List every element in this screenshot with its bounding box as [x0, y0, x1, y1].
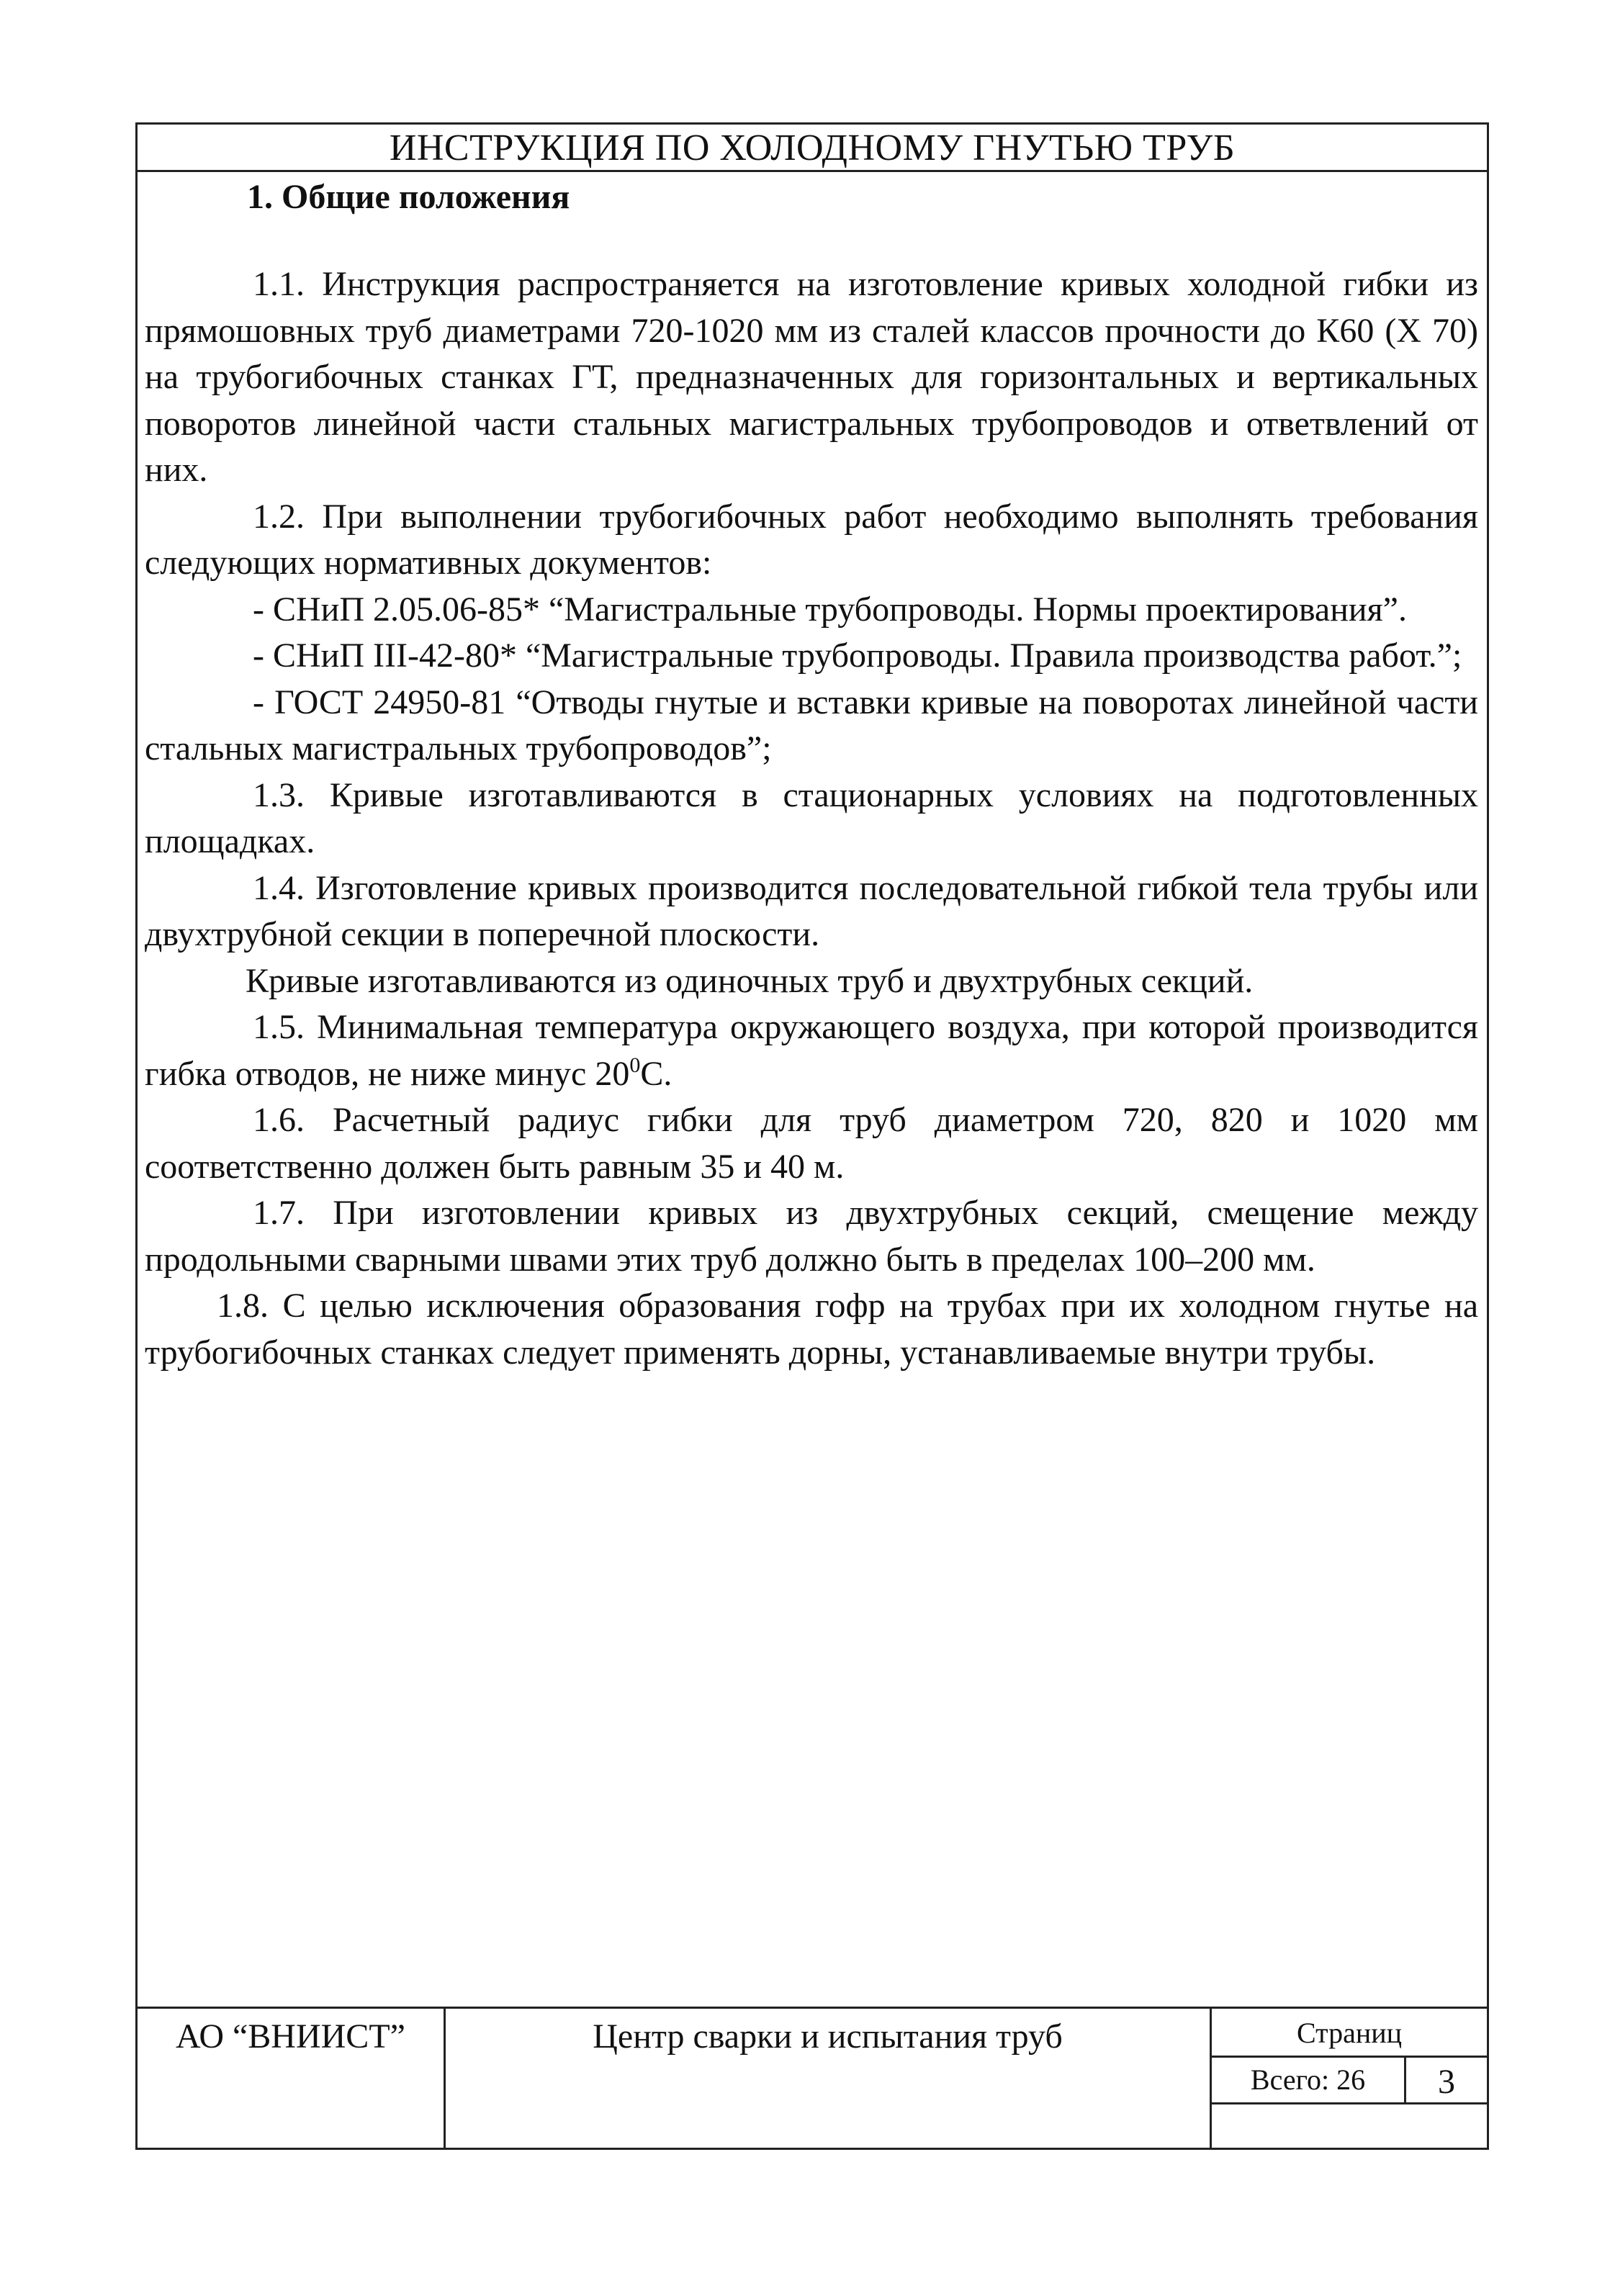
- current-page-number: 3: [1406, 2058, 1487, 2104]
- norm-item-snip-2-05-06: - СНиП 2.05.06-85* “Магистральные трубопроводы. Нормы проектирования”.: [253, 590, 1407, 629]
- paragraph-1-6: 1.6. Расчетный радиус гибки для труб диаметром 720, 820 и 1020 мм соответственно должен быть равным 35 и 40 м.: [145, 1101, 1478, 1186]
- paragraph-1-4-note: Кривые изготавливаются из одиночных труб и двухтрубных секций.: [246, 961, 1254, 1000]
- degree-superscript: 0: [629, 1053, 641, 1077]
- document-title: ИНСТРУКЦИЯ ПО ХОЛОДНОМУ ГНУТЬЮ ТРУБ: [138, 125, 1487, 172]
- title-block: [138, 2007, 1487, 2148]
- paragraph-1-1: 1.1. Инструкция распространяется на изготовление кривых холодной гибки из прямошовных труб диаметрами 720-1020 мм из сталей классов прочности до К60 (Х 70) на трубогибочных станках ГТ, предназначенных для горизонтальных и вертикальных поворотов линейной части стальных магистральных трубопроводов и ответвлений от них.: [145, 265, 1478, 489]
- paragraph-1-5-text: 1.5. Минимальная температура окружающего воздуха, при которой производится гибка отводов, не ниже минус 20: [145, 1008, 1478, 1093]
- paragraph-1-4: 1.4. Изготовление кривых производится последовательной гибкой тела трубы или двухтрубной секции в поперечной плоскости.: [145, 868, 1478, 953]
- document-body: [138, 172, 1487, 1376]
- paragraph-1-3: 1.3. Кривые изготавливаются в стационарных условиях на подготовленных площадках.: [145, 775, 1478, 860]
- paragraph-1-7: 1.7. При изготовлении кривых из двухтрубных секций, смещение между продольными сварными швами этих труб должно быть в пределах 100–200 мм.: [145, 1194, 1478, 1279]
- page-info: [1212, 2009, 1487, 2148]
- section-heading: 1. Общие положения: [247, 178, 570, 216]
- pages-label: Страниц: [1212, 2009, 1487, 2058]
- temperature-unit: C.: [640, 1054, 672, 1093]
- norm-item-snip-iii-42: - СНиП III-42-80* “Магистральные трубопроводы. Правила производства работ.”;: [253, 636, 1462, 675]
- norm-item-gost-24950: - ГОСТ 24950-81 “Отводы гнутые и вставки кривые на поворотах линейной части стальных магистральных трубопроводов”;: [145, 683, 1478, 767]
- paragraph-1-5: [145, 1004, 1478, 1097]
- organization-name: АО “ВНИИСТ”: [138, 2009, 446, 2148]
- department-name: Центр сварки и испытания труб: [446, 2009, 1212, 2148]
- document-frame: [135, 122, 1489, 2150]
- paragraph-1-8: 1.8. С целью исключения образования гофр на трубах при их холодном гнутье на трубогибочных станках следует применять дорны, устанавливаемые внутри трубы.: [145, 1287, 1478, 1372]
- paragraph-1-2: 1.2. При выполнении трубогибочных работ необходимо выполнять требования следующих нормативных документов:: [145, 497, 1478, 582]
- total-pages: Всего: 26: [1212, 2058, 1406, 2104]
